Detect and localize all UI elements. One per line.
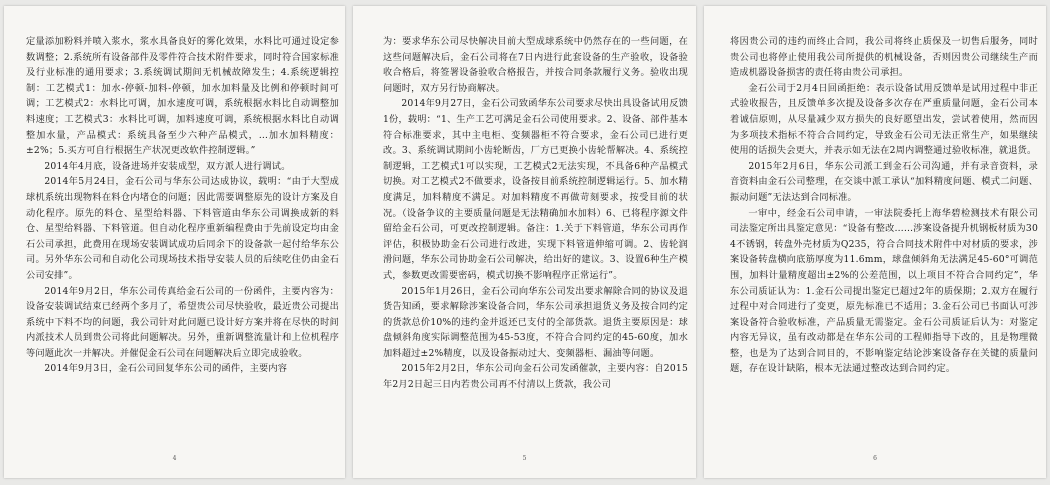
page-4-paragraph-2: 2014年4月底，设备进场并安装成型，双方派人进行调试。 [44, 160, 291, 172]
page-6 [704, 6, 1046, 478]
page-5-paragraph-3: 2015年1月26日，金石公司向华东公司发出要求解除合同的协议及退货告知函，要求解除涉案设备合同，华东公司承担退货义务及按合同约定的货款总价10%的违约金并返还已支付的全部货款。退货主要原因是：球盘倾斜角度实际调整范围为45-53度，不符合合同约定的45-60度，加水加料超过±2%精度，以及设备振动过大、变频器柜、漏油等问题。 [383, 285, 688, 359]
page-6-paragraph-4: 一审中，经金石公司申请，一审法院委托上海华碧检测技术有限公司司法鉴定所出具鉴定意见：“设备有整改……涉案设备提升机钢板材质为304不锈钢，转盘外壳材质为Q235，符合合同技术附件中对材质的要求，涉案设备转盘横向底筋厚度为11.6mm，球盘倾斜角无法满足45-60°可调范围，加料计量精度超出±2%的公差范围，以上项目不符合合同约定”，华东公司质证认为：1.金石公司提出鉴定已超过2年的质保期；2.双方在履行过程中对合同进行了变更，原先标准已不适用；3.金石公司已书面认可涉案设备符合验收标准，产品质量无需鉴定。金石公司质证后认为：对鉴定内容无异议，虽有改动都是在华东公司的工程师指导下改的，且是物理微整，也是为了达到合同目的，不影响鉴定结论涉案设备存在关键的质量问题，存在设计缺陷，根本无法通过整改达到合同约定。 [730, 207, 1038, 375]
page-5-paragraph-2: 2014年9月27日，金石公司致函华东公司要求尽快出具设备试用反馈1份，载明：“1、生产工艺可满足金石公司使用要求。2、设备、部件基本符合标准要求，其中主电柜、变频器柜不符合要求，金石公司已进行更改。3、系统调试期间小齿轮断齿，厂方已更换小齿轮帮解决。4、系统控制逻辑，工艺模式1可以实现，工艺模式2无法实现，不具备6种产品模式切换。对工艺模式2不做要求，设备按目前系统控制逻辑运行。5、加水精度满足，加料精度不满足。对加料精度不再做苛刻要求，按受目前的状况。（设备争议的主要质量问题是无法精确加水加料）6、已将程序源文件留给金石公司，可更改控制逻辑。备注：1.关于下料管道，华东公司再作评估，积极协助金石公司进行改进，实现下料管道伸缩可调。2、齿轮润滑问题，华东公司协助金石公司解决，给出好的建议。3、设置6种生产模式，参数更改需要密码，模式切换不影响程序正常运行”。 [383, 98, 688, 281]
page-6-paragraph-3: 2015年2月6日，华东公司派工到金石公司沟通，并有录音资料，录音资料由金石公司整理，在交谈中派工承认“加料精度问题、模式二问题、振动问题”无法达到合同标准。 [730, 160, 1038, 203]
page-5 [353, 6, 696, 478]
page-5-paragraph-4: 2015年2月2日，华东公司向金石公司发函催款，主要内容：自2015年2月2日起三日内若贵公司再不付清以上货款，我公司 [383, 363, 688, 391]
page-4-paragraph-3: 2014年5月24日，金石公司与华东公司达成协议，载明：“由于大型成球机系统出现物料在料仓内堵仓的问题；因此需要调整原先的设计方案及自动化程序。原先的料仓、星型给料器、下料管道由华东公司调换成新的料仓、星型给料器、下料管道。但自动化程序重新编程费由于先前设定均由金石公司承担，此费用在现场安装调试成功后同余下的设备款一起付给华东公司。另外华东公司和自动化公司现场技术指导安装人员的后续吃住仍由金石公司安排”。 [26, 176, 339, 281]
page-4 [4, 6, 345, 478]
page-4-paragraph-4: 2014年9月2日，华东公司传真给金石公司的一份函件，主要内容为：设备安装调试结束已经两个多月了，希望贵公司尽快验收，最近贵公司提出系统中下料不均的问题，我公司针对此问题已设计好方案并将在尽快的时间内派技术人员到贵公司将此问题解决。另外，重新调整流量计和上位机程序等问题此次一并解决。并催促金石公司在问题解决后立即完成验收。 [26, 285, 339, 359]
page-number: 5 [522, 455, 527, 462]
page-4-paragraph-1: 定量添加粉料并喷入浆水，浆水具备良好的雾化效果，水料比可通过设定参数调整；2.系统所有设备部件及零件符合技术附件要求，同时符合国家标准及行业标准的通用要求；3.系统调试期间无机械故障发生；4.系统逻辑控制：工艺模式1：加水-停顿-加料-停顿，加水加料量及比例和停顿时间可调；工艺模式2：水料比可调，加水速度可调，系统根据水料比自动调整加料速度；工艺模式3：水料比可调，加料速度可调，系统根据水料比自动调整加水量，产品模式：系统具备至少六种产品模式，…加水加料精度：±2%；5.买方可自行根据生产状况更改软件控制逻辑。” [26, 36, 339, 157]
page-4-paragraph-5: 2014年9月3日，金石公司回复华东公司的函件，主要内容 [44, 363, 288, 375]
page-number: 4 [172, 455, 177, 462]
page-5-paragraph-1: 为：要求华东公司尽快解决目前大型成球系统中仍然存在的一些问题，在这些问题解决后，金石公司将在7日内进行此套设备的生产验收，设备验收合格后，将签署设备验收合格报告，并按合同条款履行义务。验收出现问题时，双方另行协商解决。 [383, 36, 688, 94]
page-6-paragraph-2: 金石公司于2月4日回函拒绝：表示设备试用反馈单是试用过程中非正式验收报告，且反馈单多次提及设备多次存在严重质量问题，金石公司本着诚信原则，从尽量减少双方损失的良好愿望出发，尝试着使用，然而因为多项技术指标不符合合同约定，导致金石公司无法正常生产，如果继续使用的话损失会更大，并表示如无法在2周内调整通过验收标准，就退货。 [730, 82, 1038, 157]
page-number: 6 [873, 455, 877, 462]
page-6-paragraph-1: 将因贵公司的违约而终止合同，我公司将终止质保及一切售后服务，同时贵公司也将停止使用我公司所提供的机械设备，否则因贵公司继续生产而造成机器设备损害的责任将由贵公司承担。 [730, 36, 1038, 79]
